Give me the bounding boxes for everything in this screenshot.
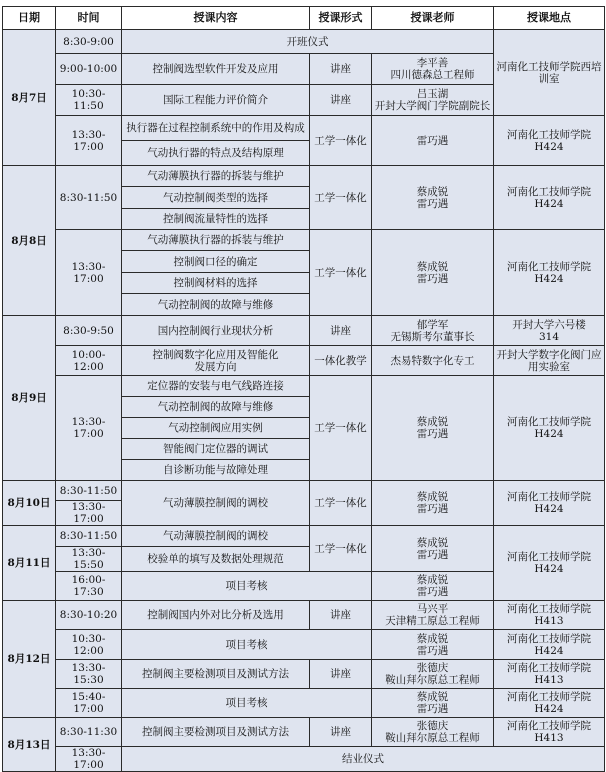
teacher-name: 雷巧遇 — [416, 428, 449, 440]
header-content: 授课内容 — [122, 7, 310, 30]
table-row — [3, 230, 605, 251]
teacher-cell — [372, 85, 494, 116]
form-cell: 讲座 — [310, 660, 372, 689]
content-cell: 智能阀门定位器的调试 — [122, 439, 310, 460]
header-location: 授课地点 — [494, 7, 605, 30]
content-cell: 项目考核 — [122, 689, 372, 718]
form-cell: 讲座 — [310, 54, 372, 85]
content-cell: 控制阀国内外对比分析及选用 — [122, 601, 310, 630]
header-date: 日期 — [3, 7, 56, 30]
table-row — [3, 601, 605, 630]
content-cell: 开班仪式 — [122, 30, 494, 54]
teacher-name: 雷巧遇 — [416, 272, 449, 285]
time-cell: 8:30-11:50 — [56, 166, 122, 230]
content-cell: 控制阀主要检测项目及测试方法 — [122, 660, 310, 689]
location-cell: 河南化工技师学院H424 — [494, 166, 605, 230]
teacher-cell — [372, 630, 494, 660]
location-cell: 河南化工技师学院H424 — [494, 689, 605, 718]
teacher-cell — [372, 526, 494, 572]
table-row — [3, 166, 605, 187]
location-line: 314 — [538, 330, 560, 343]
time-cell: 13:30-17:00 — [56, 230, 122, 316]
content-cell: 控制阀口径的确定 — [122, 251, 310, 273]
date-cell: 8月13日 — [3, 718, 56, 772]
location-cell: 河南化工技师学院H424 — [494, 481, 605, 526]
form-cell: 一体化教学 — [310, 346, 372, 376]
time-cell: 10:30-11:50 — [56, 85, 122, 116]
time-cell: 10:30-12:00 — [56, 630, 122, 660]
location-cell: 河南化工技师学院H413 — [494, 718, 605, 747]
content-cell: 定位器的安装与电气线路连接 — [122, 376, 310, 397]
form-cell: 讲座 — [310, 316, 372, 346]
table-row — [3, 689, 605, 718]
teacher-name: 雷巧遇 — [416, 197, 449, 210]
teacher-name: 郁学军 — [416, 318, 449, 331]
teacher-cell — [372, 689, 494, 718]
location-cell: 开封大学数字化阀门应用实验室 — [494, 346, 605, 376]
teacher-name: 马兴平 — [416, 603, 449, 615]
teacher-cell — [372, 316, 494, 346]
teacher-title: 开封大学阀门学院副院长 — [374, 100, 491, 112]
teacher-name: 蔡成锐 — [416, 416, 449, 428]
time-cell: 13:30-17:00 — [56, 501, 122, 526]
time-cell: 8:30-10:20 — [56, 601, 122, 630]
teacher-title: 鞍山拜尔原总工程师 — [385, 674, 480, 686]
content-cell: 控制阀材料的选择 — [122, 273, 310, 294]
content-cell: 气动薄膜执行器的拆装与维护 — [122, 230, 310, 251]
teacher-name: 蔡成锐 — [416, 491, 449, 503]
teacher-name: 蔡成锐 — [416, 632, 449, 645]
date-cell: 8月10日 — [3, 481, 56, 526]
content-cell: 气动薄膜控制阀的调校 — [122, 526, 310, 547]
teacher-name: 吕玉湖 — [416, 88, 449, 100]
time-cell: 10:00-12:00 — [56, 346, 122, 376]
header-time: 时间 — [56, 7, 122, 30]
time-cell: 13:30-17:00 — [56, 376, 122, 481]
header-teacher: 授课老师 — [372, 7, 494, 30]
teacher-name: 蔡成锐 — [416, 536, 449, 549]
date-cell: 8月11日 — [3, 526, 56, 601]
content-cell: 气动控制阀的故障与维修 — [122, 397, 310, 418]
teacher-cell — [372, 376, 494, 481]
teacher-name: 雷巧遇 — [416, 586, 449, 598]
content-cell: 气动薄膜执行器的拆装与维护 — [122, 166, 310, 187]
teacher-name: 张德庆 — [416, 662, 449, 674]
header-row — [3, 7, 605, 30]
teacher-title: 天津精工原总工程师 — [385, 615, 480, 627]
table-row — [3, 630, 605, 660]
teacher-name: 雷巧遇 — [416, 644, 449, 657]
content-cell: 国内控制阀行业现状分析 — [122, 316, 310, 346]
table-row — [3, 526, 605, 547]
time-cell: 8:30-11:30 — [56, 718, 122, 747]
content-cell: 项目考核 — [122, 572, 372, 601]
content-cell — [122, 346, 310, 376]
content-cell: 气动控制阀类型的选择 — [122, 187, 310, 209]
date-cell: 8月9日 — [3, 316, 56, 481]
schedule-wrapper — [2, 6, 605, 772]
date-cell: 8月12日 — [3, 601, 56, 718]
teacher-cell — [372, 54, 494, 85]
location-cell: 河南化工技师学院西培训室 — [494, 30, 605, 116]
time-cell: 13:30-15:30 — [56, 660, 122, 689]
content-line: 控制阀数字化应用及智能化 — [152, 348, 279, 361]
location-cell — [494, 316, 605, 346]
table-row — [3, 30, 605, 54]
time-cell: 8:30-11:50 — [56, 526, 122, 547]
location-cell: 河南化工技师学院H424 — [494, 526, 605, 601]
content-cell: 控制阀主要检测项目及测试方法 — [122, 718, 310, 747]
form-cell: 工学一体化 — [310, 526, 372, 572]
table-row — [3, 481, 605, 501]
form-cell: 工学一体化 — [310, 376, 372, 481]
form-cell: 工学一体化 — [310, 166, 372, 230]
teacher-cell — [372, 718, 494, 747]
teacher-cell — [372, 230, 494, 316]
content-cell: 自诊断功能与故障处理 — [122, 460, 310, 481]
time-cell: 13:30-17:00 — [56, 116, 122, 166]
table-row — [3, 116, 605, 141]
content-cell: 气动薄膜控制阀的调校 — [122, 481, 310, 526]
teacher-cell — [372, 572, 494, 601]
teacher-cell — [372, 660, 494, 689]
table-row — [3, 316, 605, 346]
content-cell: 气动执行器的特点及结构原理 — [122, 141, 310, 166]
teacher-name: 雷巧遇 — [416, 703, 449, 715]
form-cell: 工学一体化 — [310, 116, 372, 166]
table-row — [3, 718, 605, 747]
date-cell: 8月7日 — [3, 30, 56, 166]
time-cell: 8:30-9:00 — [56, 30, 122, 54]
content-cell: 国际工程能力评价简介 — [122, 85, 310, 116]
form-cell: 讲座 — [310, 85, 372, 116]
teacher-name: 蔡成锐 — [416, 574, 449, 586]
time-cell: 15:40-17:00 — [56, 689, 122, 718]
form-cell: 工学一体化 — [310, 481, 372, 526]
location-cell: 河南化工技师学院H424 — [494, 376, 605, 481]
teacher-title: 鞍山拜尔原总工程师 — [385, 732, 480, 744]
teacher-name: 雷巧遇 — [416, 503, 449, 515]
teacher-title: 无锡斯考尔董事长 — [390, 330, 475, 343]
content-cell: 控制阀流量特性的选择 — [122, 209, 310, 230]
content-cell: 执行器在过程控制系统中的作用及构成 — [122, 116, 310, 141]
form-cell: 讲座 — [310, 718, 372, 747]
table-row — [3, 660, 605, 689]
teacher-name: 李平善 — [416, 57, 449, 69]
time-cell: 13:30-17:00 — [56, 747, 122, 772]
time-cell: 8:30-9:50 — [56, 316, 122, 346]
teacher-name: 雷巧遇 — [416, 548, 449, 561]
time-cell: 8:30-11:50 — [56, 481, 122, 501]
time-cell: 16:00-17:30 — [56, 572, 122, 601]
content-cell: 气动控制阀应用实例 — [122, 418, 310, 439]
location-line: 开封大学六号楼 — [512, 318, 586, 331]
content-cell: 结业仪式 — [122, 747, 605, 772]
teacher-cell — [372, 166, 494, 230]
teacher-cell: 杰易特数字化专工 — [372, 346, 494, 376]
table-row — [3, 346, 605, 376]
location-cell: 河南化工技师学院H424 — [494, 116, 605, 166]
content-cell: 气动控制阀的故障与维修 — [122, 294, 310, 316]
teacher-name: 张德庆 — [416, 720, 449, 732]
form-cell: 工学一体化 — [310, 230, 372, 316]
location-cell: 河南化工技师学院H413 — [494, 660, 605, 689]
date-cell: 8月8日 — [3, 166, 56, 316]
content-cell: 控制阀选型软件开发及应用 — [122, 54, 310, 85]
teacher-name: 蔡成锐 — [416, 185, 449, 198]
content-cell: 项目考核 — [122, 630, 372, 660]
teacher-name: 蔡成锐 — [416, 691, 449, 703]
header-form: 授课形式 — [310, 7, 372, 30]
teacher-cell — [372, 481, 494, 526]
time-cell: 13:30-15:50 — [56, 547, 122, 572]
teacher-name: 蔡成锐 — [416, 260, 449, 273]
location-cell: 河南化工技师学院H424 — [494, 630, 605, 660]
teacher-cell — [372, 601, 494, 630]
content-line: 发展方向 — [194, 360, 237, 373]
time-cell: 9:00-10:00 — [56, 54, 122, 85]
teacher-title: 四川德森总工程师 — [390, 69, 475, 81]
form-cell: 讲座 — [310, 601, 372, 630]
table-row — [3, 376, 605, 397]
location-cell: 河南化工技师学院H424 — [494, 230, 605, 316]
teacher-cell: 雷巧遇 — [372, 116, 494, 166]
training-schedule-table — [2, 6, 605, 772]
content-cell: 校验单的填写及数据处理规范 — [122, 547, 310, 572]
location-cell: 河南化工技师学院H413 — [494, 601, 605, 630]
